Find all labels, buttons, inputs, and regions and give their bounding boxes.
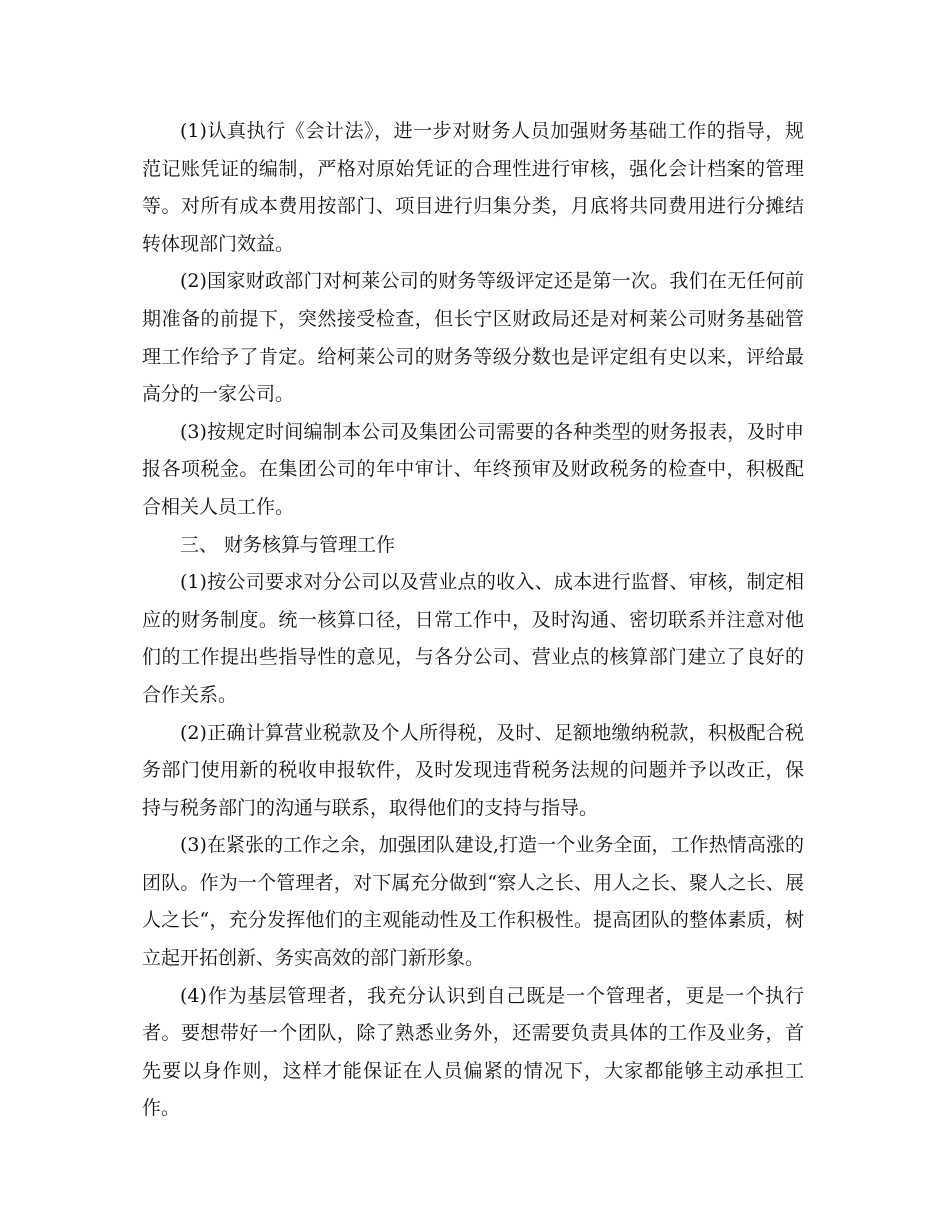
section-heading: 三、 财务核算与管理工作	[180, 533, 396, 556]
paragraph-team-building: (3)在紧张的工作之余，加强团队建设,打造一个业务全面，工作热情高涨的团队。作为一个管理者，对下属充分做到“察人之长、用人之长、聚人之长、展人之长“，充分发挥他们的主观能动性及工作积极性。提高团队的整体素质，树立起开拓创新、务实高效的部门新形象。	[142, 834, 804, 970]
document-body	[142, 113, 804, 1128]
paragraph-financial-reports: (3)按规定时间编制本公司及集团公司需要的各种类型的财务报表，及时申报各项税金。在集团公司的年中审计、年终预审及财政税务的检查中，积极配合相关人员工作。	[142, 420, 804, 518]
paragraph-manager-role: (4)作为基层管理者，我充分认识到自己既是一个管理者，更是一个执行者。要想带好一个团队，除了熟悉业务外，还需要负责具体的工作及业务，首先要以身作则，这样才能保证在人员偏紧的情况下，大家都能够主动承担工作。	[142, 984, 804, 1120]
paragraph-branch-supervision: (1)按公司要求对分公司以及营业点的收入、成本进行监督、审核，制定相应的财务制度。统一核算口径，日常工作中，及时沟通、密切联系并注意对他们的工作提出些指导性的意见，与各分公司、营业点的核算部门建立了良好的合作关系。	[142, 571, 804, 706]
paragraph-accounting-law: (1)认真执行《会计法》，进一步对财务人员加强财务基础工作的指导，规范记账凭证的编制，严格对原始凭证的合理性进行审核，强化会计档案的管理等。对所有成本费用按部门、项目进行归集分类，月底将共同费用进行分摊结转体现部门效益。	[142, 120, 804, 255]
paragraph-financial-rating: (2)国家财政部门对柯莱公司的财务等级评定还是第一次。我们在无任何前期准备的前提下，突然接受检查，但长宁区财政局还是对柯莱公司财务基础管理工作给予了肯定。给柯莱公司的财务等级分数也是评定组有史以来，评给最高分的一家公司。	[142, 270, 804, 406]
paragraph-tax-payment: (2)正确计算营业税款及个人所得税，及时、足额地缴纳税款，积极配合税务部门使用新的税收申报软件，及时发现违背税务法规的问题并予以改正，保持与税务部门的沟通与联系，取得他们的支持与指导。	[142, 721, 804, 819]
